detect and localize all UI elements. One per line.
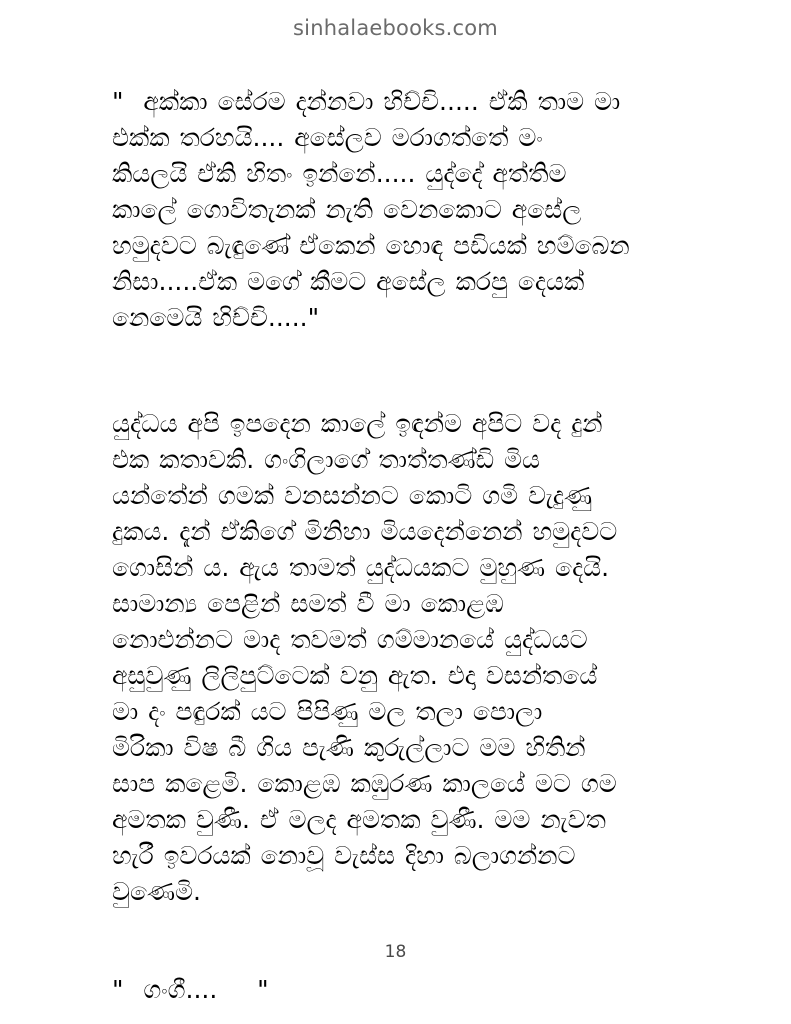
text-line: වුණෙමි. bbox=[112, 877, 201, 906]
text-line: හමුදවට බැඳුණේ ඒකෙන් හොඳ පඩියක් හම්බෙන bbox=[112, 231, 630, 260]
text-line: " අක්කා සේරම දන්නවා හිච්චි..... ඒකි තාම මා bbox=[112, 87, 621, 116]
paragraph-closing-call bbox=[112, 972, 712, 1008]
site-watermark: sinhalaebooks.com bbox=[293, 16, 498, 40]
text-line: දුකය. දැන් ඒකිගේ මිනිහා මියදෙන්නෙන් හමුදවට bbox=[112, 517, 618, 546]
text-line: කාලේ ගොවිතැනක් නැති වෙනකොට අසේල bbox=[112, 195, 582, 224]
paragraph-spacer bbox=[112, 910, 712, 972]
page-content bbox=[112, 84, 712, 1008]
text-line: කියලයි ඒකි හිතං ඉන්නේ..... යුද්දේ අත්තිම bbox=[112, 159, 567, 188]
text-line: හැරී ඉවරයක් නොවූ වැස්ස දිහා බලාගන්නට bbox=[112, 841, 576, 870]
text-line: අසුවුණු ලිලිපුට්ටෙක් වනු ඇත. එදා වසන්තයේ bbox=[112, 661, 598, 690]
paragraph-spacer bbox=[112, 336, 712, 406]
text-line: මිරිකා විෂ බී ගිය පැණි කුරුල්ලාට මම හිතින් bbox=[112, 733, 586, 762]
paragraph-quoted-dialogue bbox=[112, 84, 712, 336]
text-line: ගොසින් ය. ඇය තාමත් යුද්ධයකට මුහුණ දෙයි. bbox=[112, 553, 610, 582]
paragraph-narration bbox=[112, 406, 712, 910]
text-line: " ගංගී.... " bbox=[112, 975, 269, 1004]
text-line: එක කතාවකි. ගංගිලාගේ තාත්තණ්ඩි මිය bbox=[112, 445, 541, 474]
page-number: 18 bbox=[384, 942, 407, 962]
text-line: යන්තේන් ගමක් වනසන්නට කොටි ගමි වැදුණු bbox=[112, 481, 593, 510]
text-line: එක්ක තරහයි.... අසේලව මරාගත්තේ මං bbox=[112, 123, 543, 152]
text-line: නිසා.....ඒක මගේ කීමට අසේල කරපු දෙයක් bbox=[112, 267, 585, 296]
text-line: නෙමෙයි හිච්චි....." bbox=[112, 303, 320, 332]
text-line: නොඑන්නට මාද තවමත් ගම්මානයේ යුද්ධයට bbox=[112, 625, 588, 654]
text-line: සාප කළෙමි. කොළඹ කඹුරණ කාලයේ මට ගම bbox=[112, 769, 617, 798]
text-line: සාමාන්‍ය පෙළින් සමත් වී මා කොළඹ bbox=[112, 589, 504, 618]
text-line: යුද්ධය අපි ඉපදෙන කාලේ ඉඳන්ම අපිට වද දුන් bbox=[112, 409, 603, 438]
text-line: මා දං පඳුරක් යට පිපිණු මල තලා පොලා bbox=[112, 697, 543, 726]
text-line: අමතක වුණී. ඒ මලද අමතක වුණී. මම නැවත bbox=[112, 805, 606, 834]
